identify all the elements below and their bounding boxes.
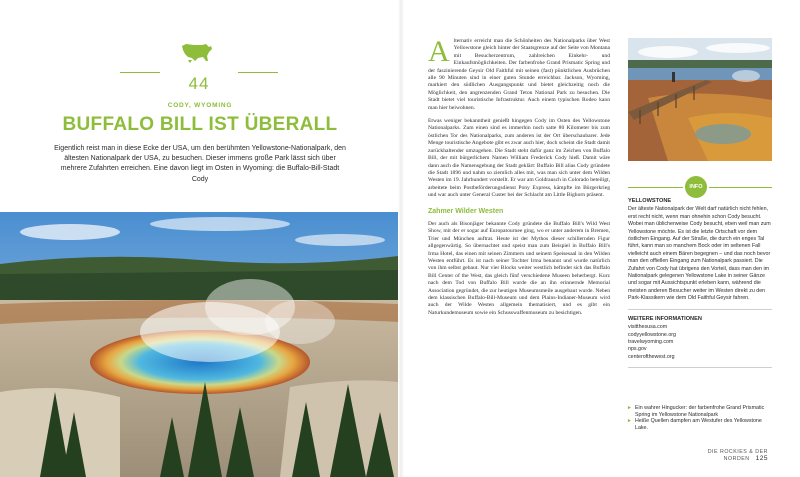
info-box bbox=[628, 198, 772, 374]
page-footer bbox=[672, 449, 768, 462]
info-separator bbox=[628, 309, 772, 310]
info-rule-left bbox=[628, 187, 683, 188]
more-info-heading: WEITERE INFORMATIONEN bbox=[628, 315, 702, 322]
caption-row bbox=[628, 418, 772, 431]
body-paragraph-3: Der auch als Bisonjäger bekannte Cody gründete die Buffalo Bill's Wild West Show, mit der er sogar auf Europatournee ging, wo er unter anderem in Bremen, Trier und München auftrat. Heute ist der Mythos dieser schillernden Figur allgegenwärtig. So übernachtet und speist man zum Beispiel in Buffalo Bill's Irma Hotel, das einen mit seinen Zimmern und seinem Speisesaal in den Wilden Westen entführt. Es ist nach seiner Tochter Irma benannt und wurde natürlich von ihm selbst gebaut. Nur vier Blocks weiter westlich befindet sich das Buffalo Bill Center of the West, das gleich fünf verschiedene Museen beherbergt. Kurz nach dem Tod von Buffalo Bill wurde die an ihn erinnernde Memorial Association gegründet, die zur heutigen Museumsmeile ausgebaut wurde. Neben dem klassischen Buffalo-Bill-Museum und dem Plains-Indianer-Museum wird auch der Wilde Westen allgemein thematisiert, und es gibt ein Naturkundemuseum sowie ein Schusswaffenmuseum zu besichtigen. bbox=[428, 220, 610, 316]
caption-text: Heiße Quellen dampfen am Westufer des Yellowstone Lake. bbox=[635, 418, 762, 431]
usa-map-icon bbox=[180, 40, 214, 64]
chapter-rule-right bbox=[238, 72, 278, 73]
yellowstone-lake-photo bbox=[628, 38, 772, 161]
drop-cap: A bbox=[428, 35, 450, 68]
caption-row bbox=[628, 405, 772, 418]
chapter-number: 44 bbox=[188, 74, 210, 93]
section-subheading: Zahmer Wilder Westen bbox=[428, 207, 504, 215]
info-link[interactable]: codyyellowstone.org bbox=[628, 331, 676, 338]
caption-arrow-icon: ▸ bbox=[628, 418, 631, 425]
lead-paragraph: Eigentlich reist man in diese Ecke der USA, um den berühmten Yellowstone-Nationalpark, den ältesten Nationalpark der USA, zu besuchen. Dieser immens große Park lässt sich über mehrere Zufahrten erreichen. Eine davon liegt im Osten in Wyoming: die Buffalo-Bill-Stadt Cody bbox=[54, 145, 346, 183]
grand-prismatic-photo bbox=[0, 212, 398, 477]
info-link[interactable]: nps.gov bbox=[628, 346, 647, 353]
info-link[interactable]: centerofthewest.org bbox=[628, 353, 675, 360]
info-rule-right bbox=[709, 187, 772, 188]
page-number: 125 bbox=[755, 455, 768, 462]
photo-captions bbox=[628, 405, 772, 431]
page-gutter bbox=[398, 0, 404, 477]
caption-arrow-icon: ▸ bbox=[628, 405, 631, 411]
body-paragraph-1 bbox=[428, 35, 610, 112]
info-link[interactable]: visitthesusa.com bbox=[628, 324, 668, 331]
body-paragraph-2: Etwas weniger bekanntheit genießt hingegen Cody im Osten des Yellowstone Nationalparks. Zum einen sind es immerhin noch satte 80 Kilometer bis zum östlichen Tor des Nationalparks, zum anderen ist der Ort überschaubarer. Jede Menge touristische Angebote gibt es zwar auch hier, doch scheint die Stadt damit zurückhaltender umzugehen. Die Stadt steht dafür ganz im Zeichen von Buffalo Bill, der mit bürgerlichem Namen William Frederick Cody hieß. Damit wäre dann auch die Namensgebung der Stadt geklärt: Buffalo Bill alias Cody gründete die Stadt 1896 und nahm so ziemlich alles mit, was man sich unter dem Wilden Westen im 19. Jahrhundert vorstellt. Er war am Goldrausch in Colorado beteiligt, arbeitete beim Postbeförderungsdienst Pony Express, kämpfte im Bürgerkrieg und war auch unter General Custer bei der Schlacht am Little Bighorn präsent. bbox=[428, 118, 610, 199]
info-heading: YELLOWSTONE bbox=[628, 198, 672, 204]
footer-section: DIE ROCKIES & DER NORDEN bbox=[707, 449, 768, 462]
caption-text: Ein wahrer Hingucker: der farbenfrohe Grand Prismatic Spring im Yellowstone Nationalpark bbox=[635, 405, 765, 418]
place-label: CODY, WYOMING bbox=[167, 102, 233, 109]
info-text: Der älteste Nationalpark der Welt darf natürlich nicht fehlen, erst recht nicht, wenn man ohnehin schon Cody besucht. Wobei man üblicherweise Cody besucht, eben weil man zum Yellowstone möchte. Es ist die letzte Ortschaft vor dem östlichen Eingang. Auf der Straße, die durch ein enges Tal führt, kann man so manchem Bock oder im seltenen Fall vielleicht auch einem Bären begegnen – und das noch bevor man den offiellen Eingang zum Nationalpark passiert. Die Zufahrt von Cody hat übrigens den Vorteil, dass man den im Nationalpark gelegenen Yellowstone Lake in seiner Gänze und sogar mit Aussichtspunkt erleben kann, während die meisten anderen Besucher weiter im Westen direkt zu den Park-Klassikern wie dem Old Faithful Geysir fahren. bbox=[628, 206, 771, 302]
body-paragraph-1-text: lternativ erreicht man die Schönheiten des Nationalparks über West Yellowstone gleich hinter der Staatsgrenze auf der Seite von Montana mit Besucherzentrum, zahlreichen Einkehr- und Einkaufsmöglichkeiten. Der farbenfrohe Grand Prismatic Spring und der faszinierende Geysir Old Faithful mit seinen (fast) pünktlichen Ausbrüchen alle 90 Minuten sind in einer guten Stunde erreichbar. Jackson, Wyoming, markiert den südlichen Ausgangspunkt und bietet gleichzeitig noch die Möglichkeit, den angrenzenden Grand Teton National Park zu besuchen. Die Stadt bietet viel touristische Infrastruktur. Auch einem typischen Rodeo kann man hier beiwohnen. bbox=[428, 38, 610, 111]
info-link[interactable]: travelwyoming.com bbox=[628, 338, 674, 345]
main-text-column bbox=[428, 35, 610, 323]
info-badge: INFO bbox=[685, 176, 707, 198]
page-title: BUFFALO BILL IST ÜBERALL bbox=[62, 114, 338, 135]
chapter-rule-left bbox=[120, 72, 160, 73]
info-separator bbox=[628, 367, 772, 368]
